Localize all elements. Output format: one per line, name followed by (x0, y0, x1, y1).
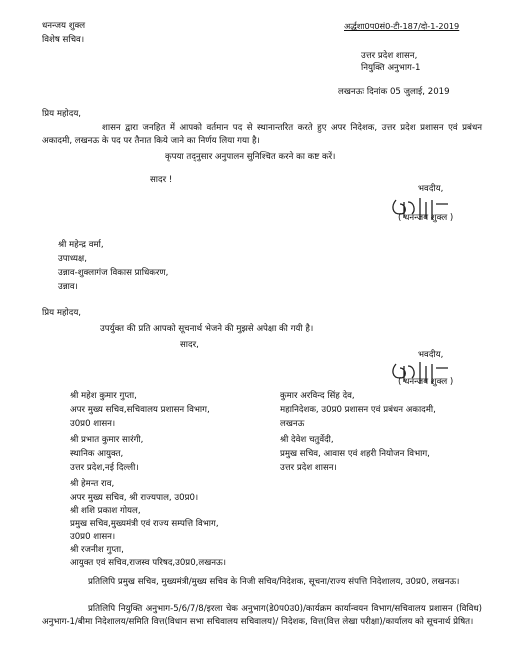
request-line: कृपया तद्नुसार अनुपालन सुनिश्चित करने का कष्ट करें। (165, 152, 336, 162)
closing: सादर ! (150, 175, 173, 185)
signatory: ( धनन्जय शुक्ल ) (398, 213, 454, 223)
valediction-2: भवदीय, (418, 350, 444, 360)
copy-left-line: उ0प्र0 शासन। (70, 532, 116, 542)
section-name: नियुक्ति अनुभाग-1 (361, 63, 421, 73)
footer-copy-2: प्रतिलिपि नियुक्ति अनुभाग-5/6/7/8/इरला चेक अनुभाग(डे0प0उ0)/कार्यक्रम कार्यान्वयन विभाग/सचिवालय प्रशासन (विविध) अनुभाग-1/बीमा निदेशालय/समिति वित्त(विधान सभा सचिवालय सचिवालय)/ निदेशक, वित्त(वित्त लेखा परीक्षा)/कार्यालय को सूचनार्थ प्रेषित। (42, 604, 482, 627)
department-name: उत्तर प्रदेश शासन, (361, 51, 418, 61)
copy-left-line: उत्तर प्रदेश,नई दिल्ली। (70, 463, 139, 473)
sender-name: धनन्जय शुक्ल (42, 21, 86, 31)
recipient-city: उन्नाव। (58, 282, 78, 292)
closing-2: सादर, (180, 340, 199, 350)
copy-right-line: श्री देवेश चतुर्वेदी, (280, 435, 334, 445)
recipient-post: उपाध्यक्ष, (58, 254, 87, 264)
recipient-name: श्री महेन्द्र वर्मा, (58, 240, 104, 250)
sender-designation: विशेष सचिव। (42, 35, 85, 45)
copy-left-line: प्रमुख सचिव,मुख्यमंत्री एवं राज्य सम्पत्ति विभाग, (70, 519, 219, 529)
footer-copy-1: प्रतिलिपि प्रमुख सचिव, मुख्यमंत्री/मुख्य सचिव के निजी सचिव/निदेशक, सूचना/राज्य संपत्ति निदेशालय, उ0प्र0, लखनऊ। (88, 577, 460, 587)
signatory-2: ( धनन्जय शुक्ल ) (398, 377, 454, 387)
copy-left-line: स्थानिक आयुक्त, (70, 449, 124, 459)
copy-left-line: आयुक्त एवं सचिव,राजस्व परिषद,उ0प्र0,लखनऊ। (70, 558, 227, 568)
copy-right-line: लखनऊ (280, 419, 305, 429)
copy-left-line: श्री महेश कुमार गुप्ता, (70, 391, 137, 401)
copy-left-line: अपर मुख्य सचिव, श्री राज्यपाल, उ0प्र0। (70, 493, 199, 503)
copy-left-line: श्री प्रभात कुमार सारंगी, (70, 435, 144, 445)
copy-left-line: श्री रजनीश गुप्ता, (70, 545, 124, 555)
valediction: भवदीय, (418, 184, 444, 194)
letter-body: शासन द्वारा जनहित में आपको वर्तमान पद से स्थानान्तरित करते हुए अपर निदेशक, उत्तर प्रदेश प्रशासन एवं प्रबंधन अकादमी, लखनऊ के पद पर तैनात किये जाने का निर्णय लिया गया है। (42, 123, 482, 146)
copy-right-line: कुमार अरविन्द सिंह देव, (280, 391, 355, 401)
copy-right-line: महानिदेशक, उ0प्र0 प्रशासन एवं प्रबंधन अकादमी, (280, 405, 436, 415)
place-date: लखनऊः दिनांक 05 जुलाई, 2019 (338, 87, 450, 97)
copy-right-line: प्रमुख सचिव, आवास एवं शहरी नियोजन विभाग, (280, 449, 430, 459)
salutation-2: प्रिय महोदय, (42, 308, 82, 318)
copy-left-line: श्री शशि प्रकाश गोयल, (70, 506, 141, 516)
recipient-office: उन्नाव-शुक्लागंज विकास प्राधिकरण, (58, 268, 169, 278)
copy-left-line: श्री हेमन्त राव, (70, 479, 115, 489)
salutation: प्रिय महोदय, (42, 109, 82, 119)
reference-number: अर्द्धशा0प0सं0-टी-187/दो-1-2019 (344, 21, 460, 31)
copy-left-line: अपर मुख्य सचिव,सचिवालय प्रशासन विभाग, (70, 405, 210, 415)
copy-left-line: उ0प्र0 शासन। (70, 419, 116, 429)
letter2-body: उपर्युक्त की प्रति आपको सूचनार्थ भेजने की मुझसे अपेक्षा की गयी है। (100, 324, 314, 334)
copy-right-line: उत्तर प्रदेश शासन। (280, 463, 337, 473)
